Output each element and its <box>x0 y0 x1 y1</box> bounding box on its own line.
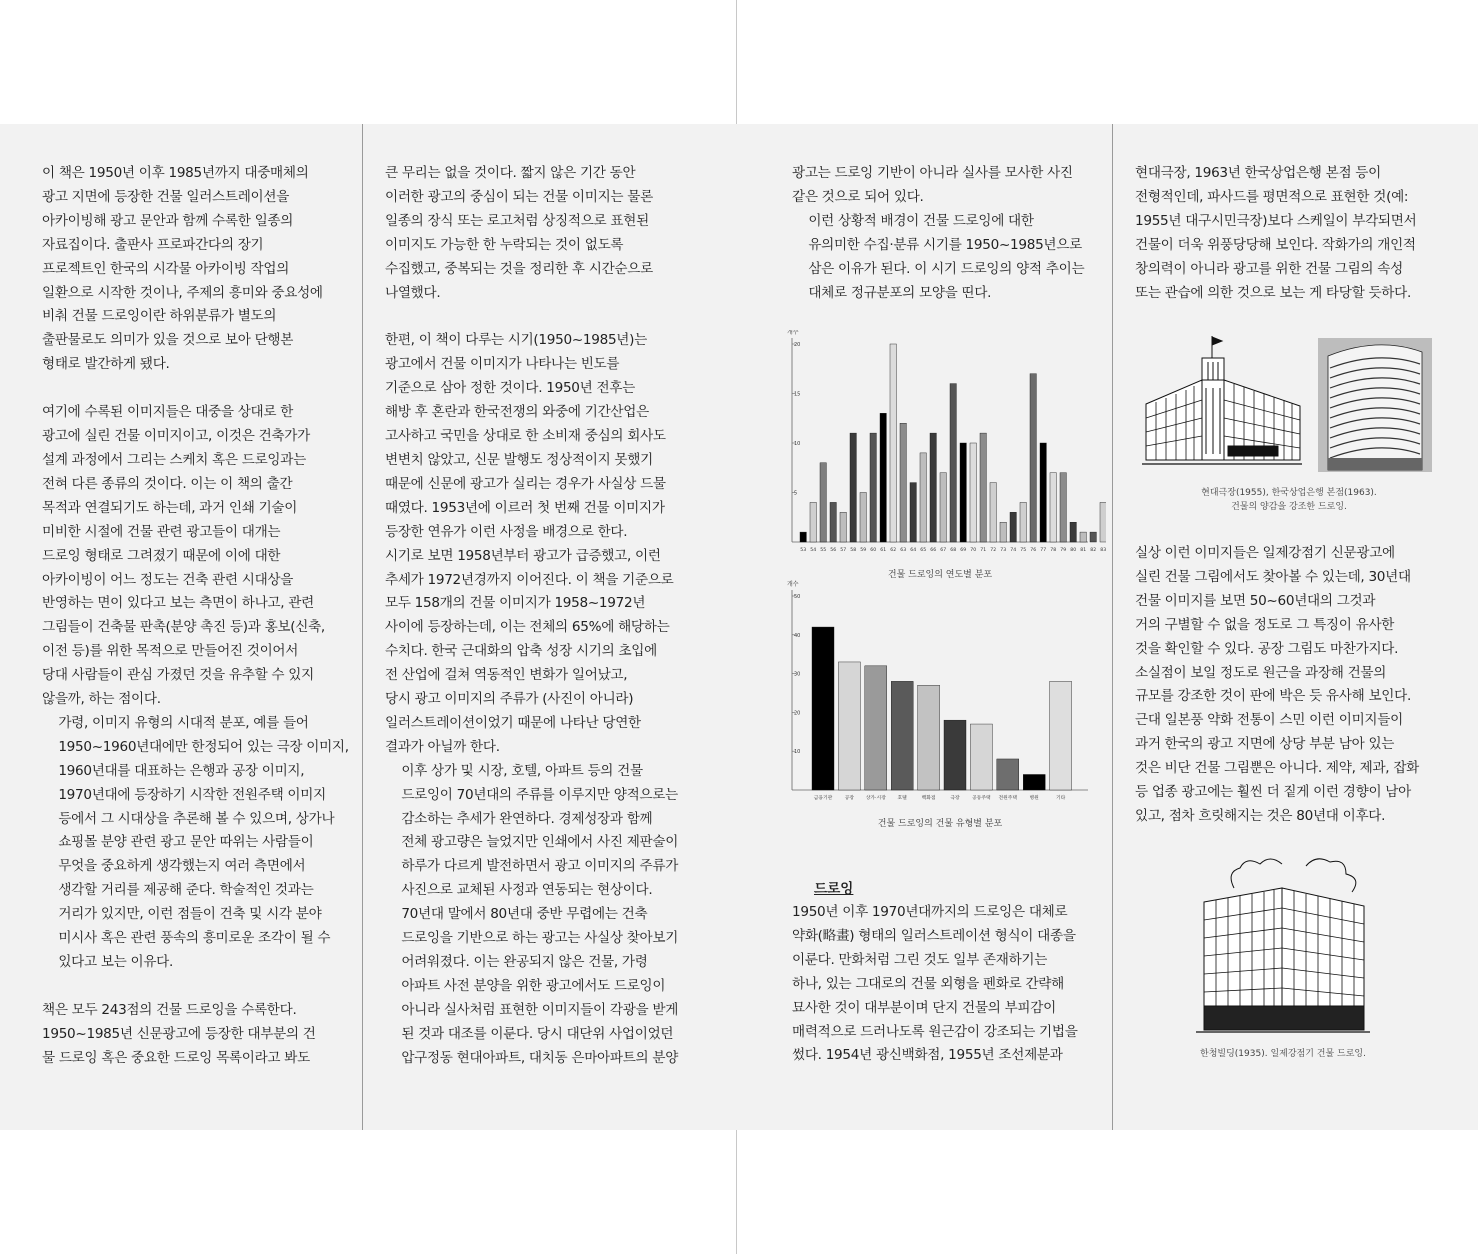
col4-paragraph-2 <box>1135 542 1455 829</box>
x-tick-label: 56 <box>830 548 837 553</box>
text-line: 것은 비단 건물 그림뿐은 아니다. 제약, 제과, 잡화 <box>1135 760 1420 777</box>
x-tick-label: 공장 <box>844 796 855 801</box>
text-line: 이전 등)를 위한 목적으로 만들어진 것이어서 <box>42 643 299 660</box>
text-line: 1950~1985년 신문광고에 등장한 대부분의 건 <box>42 1025 316 1042</box>
y-tick-label: 15 <box>794 391 801 398</box>
text-line: 삼은 이유가 된다. 이 시기 드로잉의 양적 추이는 <box>808 260 1085 277</box>
text-line: 추세가 1972년경까지 이어진다. 이 책을 기준으로 <box>385 571 674 588</box>
col3-paragraph-3 <box>792 901 1102 1068</box>
bar <box>890 344 896 542</box>
text-line: 실린 건물 그림에서도 찾아볼 수 있는데, 30년대 <box>1135 568 1411 585</box>
y-tick-label: 20 <box>794 710 801 717</box>
text-line: 미시사 혹은 관련 풍속의 흥미로운 조각이 될 수 <box>58 930 331 947</box>
text-line: 아카이빙이 어느 정도는 건축 관련 시대상을 <box>42 571 294 588</box>
theater-drawing <box>1142 336 1302 464</box>
text-column-3 <box>792 162 1102 305</box>
section-title-drawing: 드로잉 <box>814 881 854 897</box>
text-line: 해방 후 혼란과 한국전쟁의 와중에 기간산업은 <box>385 404 649 421</box>
text-line: 전 산업에 걸쳐 역동적인 변화가 일어났고, <box>385 667 628 684</box>
text-line: 결과가 아닐까 한다. <box>385 738 500 755</box>
chart-title: 건물 드로잉의 연도별 분포 <box>887 570 993 580</box>
text-line: 하루가 다르게 발전하면서 광고 이미지의 주류가 <box>401 858 679 875</box>
y-axis-label: 개수 <box>787 581 799 588</box>
bar <box>1100 502 1106 542</box>
text-line: 전체 광고량은 늘었지만 인쇄에서 사진 제판술이 <box>401 834 679 851</box>
x-tick-label: 극장 <box>950 796 960 801</box>
chart-title: 건물 드로잉의 건물 유형별 분포 <box>877 819 1003 829</box>
bar <box>920 453 926 542</box>
figure-caption-1-line-2: 건물의 양감을 강조한 드로잉. <box>1231 502 1347 512</box>
bar <box>850 433 856 542</box>
text-line: 시기로 보면 1958년부터 광고가 급증했고, 이런 <box>385 547 661 564</box>
x-tick-label: 55 <box>820 548 827 553</box>
chart-yearly-distribution <box>786 330 1106 585</box>
bar <box>997 759 1019 790</box>
x-tick-label: 59 <box>860 548 867 553</box>
text-line: 가령, 이미지 유형의 시대적 분포, 예를 들어 <box>58 714 309 731</box>
text-line: 드로잉 형태로 그려졌기 때문에 이에 대한 <box>42 547 281 564</box>
text-line: 변변치 않았고, 신문 발행도 정상적이지 못했기 <box>385 451 653 468</box>
bar <box>970 443 976 542</box>
text-line: 이룬다. 만화처럼 그린 것도 일부 존재하기는 <box>792 951 1048 968</box>
text-line: 된 것과 대조를 이룬다. 당시 대단위 사업이었던 <box>401 1025 674 1042</box>
x-tick-label: 호텔 <box>897 796 907 801</box>
text-line: 과거 한국의 광고 지면에 상당 부분 남아 있는 <box>1135 736 1395 753</box>
text-line: 건물 이미지를 보면 50~60년대의 그것과 <box>1135 592 1376 609</box>
text-line: 프로젝트인 한국의 시각물 아카이빙 작업의 <box>42 260 290 277</box>
x-tick-label: 73 <box>1000 548 1007 553</box>
x-tick-label: 백화점 <box>921 796 936 801</box>
bar <box>865 666 887 790</box>
x-tick-label: 62 <box>890 548 897 553</box>
text-line: 아파트 사전 분양을 위한 광고에서도 드로잉이 <box>401 977 666 994</box>
x-tick-label: 79 <box>1060 548 1067 553</box>
text-line: 광고에서 건물 이미지가 나타나는 빈도를 <box>385 356 620 373</box>
bar <box>1023 774 1045 790</box>
col1-paragraph-1 <box>42 162 354 377</box>
bar <box>838 662 860 790</box>
text-line: 1955년 대구시민극장)보다 스케일이 부각되면서 <box>1135 212 1417 229</box>
bar <box>1070 522 1076 542</box>
col3-paragraph-1 <box>792 162 1102 210</box>
text-line: 창의력이 아니라 광고를 위한 건물 그림의 속성 <box>1135 260 1403 277</box>
text-line: 사이에 등장하는데, 이는 전체의 65%에 해당하는 <box>385 619 670 636</box>
x-tick-label: 72 <box>990 548 997 553</box>
x-tick-label: 82 <box>1090 548 1097 553</box>
bar <box>1020 502 1026 542</box>
text-line: 있고, 점차 흐릿해지는 것은 80년대 이후다. <box>1135 807 1386 824</box>
bar <box>960 443 966 542</box>
x-tick-label: 전원주택 <box>998 796 1018 801</box>
text-line: 거리가 있지만, 이런 점들이 건축 및 시각 분야 <box>58 906 322 923</box>
text-line: 현대극장, 1963년 한국상업은행 본점 등이 <box>1135 165 1381 181</box>
text-line: 아니라 실사처럼 표현한 이미지들이 각광을 받게 <box>401 1001 679 1018</box>
text-line: 묘사한 것이 대부분이며 단지 건물의 부피감이 <box>792 999 1056 1016</box>
bar <box>1030 374 1036 542</box>
text-line: 어려워졌다. 이는 완공되지 않은 건물, 가령 <box>401 954 648 970</box>
x-tick-label: 65 <box>920 548 927 553</box>
x-tick-label: 78 <box>1050 548 1057 553</box>
text-line: 광고에 실린 건물 이미지이고, 이것은 건축가가 <box>42 428 310 445</box>
x-tick-label: 77 <box>1040 548 1047 553</box>
text-line: 미비한 시절에 건물 관련 광고들이 대개는 <box>42 523 281 540</box>
text-line: 1970년대에 등장하기 시작한 전원주택 이미지 <box>58 786 326 803</box>
figure-caption-1-line-1: 현대극장(1955), 한국상업은행 본점(1963). <box>1201 488 1377 498</box>
col1-paragraph-2 <box>42 401 354 712</box>
col1-paragraph-3 <box>42 712 354 975</box>
text-line: 책은 모두 243점의 건물 드로잉을 수록한다. <box>42 1001 297 1018</box>
text-line: 당대 사람들이 관심 가졌던 것을 유추할 수 있지 <box>42 667 314 684</box>
text-line: 일종의 장식 또는 로고처럼 상징적으로 표현된 <box>385 212 649 229</box>
text-line: 근대 일본풍 약화 전통이 스민 이런 이미지들이 <box>1135 712 1403 729</box>
text-column-2 <box>385 162 703 1071</box>
text-line: 규모를 강조한 것이 판에 박은 듯 유사해 보인다. <box>1135 688 1411 705</box>
bar <box>800 532 806 542</box>
text-line: 실상 이런 이미지들은 일제강점기 신문광고에 <box>1135 545 1395 561</box>
x-tick-label: 76 <box>1030 548 1037 553</box>
bar <box>1010 512 1016 542</box>
bar <box>891 681 913 790</box>
text-column-3-lower <box>792 901 1102 1068</box>
text-line: 목적과 연결되기도 하는데, 과거 인쇄 기술이 <box>42 499 298 516</box>
text-line: 1960년대를 대표하는 은행과 공장 이미지, <box>58 762 305 779</box>
text-line: 이런 상황적 배경이 건물 드로잉에 대한 <box>808 212 1034 229</box>
y-tick-label: 40 <box>794 632 801 639</box>
x-tick-label: 53 <box>800 548 807 553</box>
x-tick-label: 66 <box>930 548 937 553</box>
col1-paragraph-4 <box>42 999 354 1071</box>
x-tick-label: 67 <box>940 548 947 553</box>
y-tick-label: 30 <box>794 671 801 678</box>
text-line: 고사하고 국민을 상대로 한 소비재 중심의 회사도 <box>385 428 666 445</box>
text-line: 설계 과정에서 그리는 스케치 혹은 드로잉과는 <box>42 451 306 468</box>
text-line: 수치다. 한국 근대화의 압축 성장 시기의 초입에 <box>385 643 657 660</box>
text-line: 소실점이 보일 정도로 원근을 과장해 건물의 <box>1135 664 1387 681</box>
text-line: 있다고 보는 이유다. <box>58 954 174 970</box>
text-line: 광고 지면에 등장한 건물 일러스트레이션을 <box>42 188 290 205</box>
col3-paragraph-2 <box>792 210 1102 306</box>
y-axis-label: 개수 <box>787 330 799 336</box>
x-tick-label: 58 <box>850 548 857 553</box>
bar <box>1050 681 1072 790</box>
text-line: 큰 무리는 없을 것이다. 짧지 않은 기간 동안 <box>385 165 636 181</box>
text-line: 모두 158개의 건물 이미지가 1958~1972년 <box>385 595 646 612</box>
bar <box>990 483 996 542</box>
text-line: 약화(略畫) 형태의 일러스트레이션 형식이 대종을 <box>792 927 1076 944</box>
text-line: 전혀 다른 종류의 것이다. 이는 이 책의 출간 <box>42 475 293 492</box>
text-line: 아카이빙해 광고 문안과 함께 수록한 일종의 <box>42 212 294 229</box>
hancheong-building-illustration <box>1196 854 1370 1036</box>
text-line: 이미지도 가능한 한 누락되는 것이 없도록 <box>385 236 624 253</box>
x-tick-label: 기타 <box>1055 796 1066 801</box>
bar <box>880 413 886 542</box>
text-line: 전형적인데, 파사드를 평면적으로 표현한 것(예: <box>1135 188 1409 205</box>
column-divider-left <box>362 124 363 1130</box>
text-line: 반영하는 면이 있다고 보는 측면이 하나고, 관련 <box>42 595 314 612</box>
bar <box>980 433 986 542</box>
x-tick-label: 상가·시장 <box>865 796 886 801</box>
text-line: 1950년 이후 1970년대까지의 드로잉은 대체로 <box>792 904 1068 920</box>
text-line: 사진으로 교체된 사정과 연동되는 현상이다. <box>401 882 653 899</box>
text-line: 등에서 그 시대상을 추론해 볼 수 있으며, 상가나 <box>58 810 335 827</box>
x-tick-label: 81 <box>1080 548 1087 553</box>
bar <box>1080 532 1086 542</box>
text-line: 감소하는 추세가 완연하다. 경제성장과 함께 <box>401 810 653 827</box>
x-tick-label: 70 <box>970 548 977 553</box>
text-line: 비춰 건물 드로잉이란 하위분류가 별도의 <box>42 308 277 325</box>
bar <box>1090 532 1096 542</box>
text-line: 대체로 정규분포의 모양을 띤다. <box>808 284 992 301</box>
bar <box>950 384 956 542</box>
x-tick-label: 74 <box>1010 548 1017 553</box>
text-line: 압구정동 현대아파트, 대치동 은마아파트의 분양 <box>401 1049 679 1066</box>
column-divider-right <box>1112 124 1113 1130</box>
bar <box>840 512 846 542</box>
bar <box>820 463 826 542</box>
bar <box>870 433 876 542</box>
bar <box>812 627 834 790</box>
bar <box>900 423 906 542</box>
text-line: 이 책은 1950년 이후 1985년까지 대중매체의 <box>42 165 309 181</box>
text-column-4 <box>1135 162 1455 305</box>
bar <box>970 724 992 790</box>
text-line: 일러스트레이션이었기 때문에 나타난 당연한 <box>385 714 641 731</box>
text-line: 건물이 더욱 위풍당당해 보인다. 작화가의 개인적 <box>1135 236 1416 253</box>
text-line: 쇼핑몰 분양 관련 광고 문안 따위는 사람들이 <box>58 834 314 851</box>
text-line: 때였다. 1953년에 이르러 첫 번째 건물 이미지가 <box>385 499 665 516</box>
bank-drawing <box>1318 338 1432 472</box>
text-line: 출판물로도 의미가 있을 것으로 보아 단행본 <box>42 332 294 349</box>
col4-paragraph-1 <box>1135 162 1455 305</box>
text-line: 물 드로잉 혹은 중요한 드로잉 목록이라고 봐도 <box>42 1049 310 1066</box>
text-line: 일환으로 시작한 것이나, 주제의 흥미와 중요성에 <box>42 284 323 301</box>
bar <box>1060 473 1066 542</box>
text-line: 않을까, 하는 점이다. <box>42 691 161 708</box>
text-line: 등장한 연유가 이런 사정을 배경으로 한다. <box>385 523 628 540</box>
text-line: 나열했다. <box>385 284 441 301</box>
bar <box>810 502 816 542</box>
y-tick-label: 10 <box>794 441 801 447</box>
text-line: 이러한 광고의 중심이 되는 건물 이미지는 물론 <box>385 188 653 205</box>
text-line: 한편, 이 책이 다루는 시기(1950~1985년)는 <box>385 332 647 349</box>
bar <box>944 720 966 790</box>
y-tick-label: 50 <box>794 594 801 600</box>
text-column-1 <box>42 162 354 1071</box>
bar <box>1050 473 1056 542</box>
text-line: 매력적으로 드러나도록 원근감이 강조되는 기법을 <box>792 1023 1078 1040</box>
text-line: 당시 광고 이미지의 주류가 (사진이 아니라) <box>385 691 634 708</box>
x-tick-label: 63 <box>900 548 907 553</box>
text-line: 70년대 말에서 80년대 중반 무렵에는 건축 <box>401 906 648 923</box>
x-tick-label: 83 <box>1100 548 1106 553</box>
bar <box>1000 522 1006 542</box>
bar <box>860 493 866 543</box>
text-line: 자료집이다. 출판사 프로파간다의 장기 <box>42 236 264 253</box>
bar <box>940 473 946 542</box>
x-tick-label: 68 <box>950 548 957 553</box>
text-line: 형태로 발간하게 됐다. <box>42 356 170 373</box>
bar <box>830 502 836 542</box>
chart-type-distribution <box>786 578 1106 833</box>
x-tick-label: 80 <box>1070 548 1077 553</box>
text-line: 것을 확인할 수 있다. 공장 그림도 마찬가지다. <box>1135 640 1399 657</box>
text-line: 드로잉이 70년대의 주류를 이루지만 양적으로는 <box>401 786 678 803</box>
x-tick-label: 60 <box>870 548 877 553</box>
text-line: 드로잉을 기반으로 하는 광고는 사실상 찾아보기 <box>401 930 679 947</box>
figure-caption-2: 한청빌딩(1935). 일제강점기 건물 드로잉. <box>1200 1049 1366 1059</box>
bar <box>910 483 916 542</box>
bar <box>1040 443 1046 542</box>
text-line: 유의미한 수집·분류 시기를 1950~1985년으로 <box>808 236 1082 253</box>
x-tick-label: 금융기관 <box>813 796 833 801</box>
col2-paragraph-3 <box>385 760 703 1071</box>
text-line: 수집했고, 중복되는 것을 정리한 후 시간순으로 <box>385 260 653 277</box>
x-tick-label: 57 <box>840 548 847 553</box>
x-tick-label: 64 <box>910 548 917 553</box>
text-line: 광고는 드로잉 기반이 아니라 실사를 모사한 사진 <box>792 165 1073 181</box>
text-column-4-lower <box>1135 542 1455 829</box>
y-tick-label: 5 <box>794 490 798 497</box>
text-line: 무엇을 중요하게 생각했는지 여러 측면에서 <box>58 858 306 875</box>
building-illustrations <box>1142 334 1436 476</box>
text-line: 하나, 있는 그대로의 건물 외형을 펜화로 간략해 <box>792 975 1064 992</box>
text-line: 기준으로 삼아 정한 것이다. 1950년 전후는 <box>385 380 635 397</box>
x-tick-label: 54 <box>810 548 817 553</box>
x-tick-label: 병원 <box>1029 796 1039 801</box>
bar <box>918 685 940 790</box>
text-line: 여기에 수록된 이미지들은 대중을 상대로 한 <box>42 404 294 421</box>
text-line: 그림들이 건축물 판촉(분양 촉진 등)과 홍보(신축, <box>42 619 325 636</box>
text-line: 1950~1960년대에만 한정되어 있는 극장 이미지, <box>58 738 349 755</box>
text-line: 생각할 거리를 제공해 준다. 학술적인 것과는 <box>58 882 314 899</box>
text-line: 썼다. 1954년 광신백화점, 1955년 조선제분과 <box>792 1047 1063 1064</box>
x-tick-label: 75 <box>1020 548 1027 553</box>
text-line: 등 업종 광고에는 훨씬 더 짙게 이런 경향이 남아 <box>1135 784 1411 801</box>
text-line: 같은 것으로 되어 있다. <box>792 188 924 205</box>
y-tick-label: 20 <box>794 342 801 348</box>
y-tick-label: 10 <box>794 749 801 756</box>
x-tick-label: 61 <box>880 548 887 553</box>
col2-paragraph-2 <box>385 329 703 759</box>
bar <box>930 433 936 542</box>
text-line: 또는 관습에 의한 것으로 보는 게 타당할 듯하다. <box>1135 284 1411 301</box>
x-tick-label: 공동주택 <box>972 796 991 801</box>
x-tick-label: 69 <box>960 548 967 553</box>
text-line: 거의 구별할 수 없을 정도로 그 특징이 유사한 <box>1135 616 1395 633</box>
x-tick-label: 71 <box>980 548 987 553</box>
text-line: 때문에 신문에 광고가 실리는 경우가 사실상 드물 <box>385 475 666 492</box>
col2-paragraph-1 <box>385 162 703 305</box>
text-line: 이후 상가 및 시장, 호텔, 아파트 등의 건물 <box>401 762 643 779</box>
